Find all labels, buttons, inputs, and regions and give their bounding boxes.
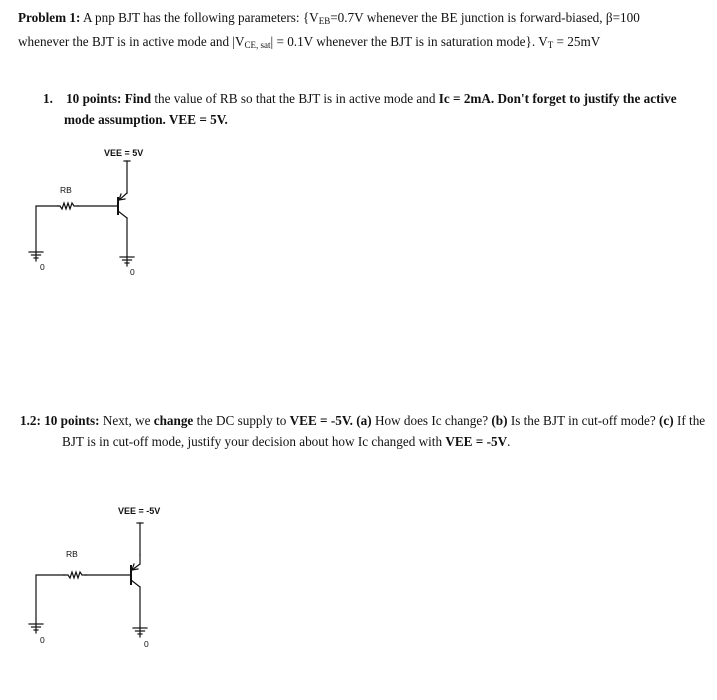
circuit-1-vee-label: VEE = 5V xyxy=(104,148,144,158)
question-2-bold-4: (c) xyxy=(659,413,674,428)
circuit-1 xyxy=(29,161,134,266)
vce-subscript: CE, sat xyxy=(244,39,271,50)
question-2-bold-5: VEE = -5V xyxy=(445,433,508,449)
circuit-2-ground-left-label: 0 xyxy=(40,635,45,645)
veb-subscript: EB xyxy=(318,16,331,26)
question-1-points: 10 points: Find xyxy=(66,91,152,106)
question-2-bold-1: change xyxy=(153,413,194,428)
left-wire xyxy=(36,575,64,624)
rb-resistor-icon xyxy=(64,572,86,578)
question-2-text-3: How does Ic change? xyxy=(371,413,492,428)
question-2-text-1: Next, we xyxy=(99,413,154,428)
ground-left-2-icon xyxy=(29,624,43,633)
question-1-number: 1. xyxy=(43,91,53,106)
question-1-text-b: Ic = 2mA. Don't forget to justify the active mode assumption. VEE = 5V. xyxy=(64,91,677,127)
question-2-number: 1.2: xyxy=(20,413,41,428)
question-2-text-5: If the BJT is in cut-off mode, justify your decision about how Ic changed with xyxy=(62,413,706,449)
circuit-1-rb-label: RB xyxy=(60,185,72,195)
collector-lead xyxy=(131,580,140,587)
question-2-bold-3: (b) xyxy=(491,413,508,428)
problem-label: Problem 1: xyxy=(18,10,81,25)
ground-right-1-icon xyxy=(120,257,134,266)
emitter-arrow-icon xyxy=(132,564,138,570)
question-2-text-6: . xyxy=(507,433,511,449)
question-2-bold-2: VEE = -5V. (a) xyxy=(289,413,372,428)
question-2-points: 10 points: xyxy=(44,413,100,428)
vce-value: | = 0.1V whenever the BJT is in saturation mode}. V xyxy=(270,33,548,49)
circuit-2-vee-label: VEE = -5V xyxy=(118,506,161,516)
circuit-1-ground-left-label: 0 xyxy=(40,262,45,272)
rb-resistor-icon xyxy=(58,203,78,209)
left-wire xyxy=(36,206,58,252)
ground-right-2-icon xyxy=(133,628,147,637)
ground-left-1-icon xyxy=(29,252,43,261)
circuit-1-ground-right-label: 0 xyxy=(130,267,135,277)
question-2-text-2: the DC supply to xyxy=(193,413,290,428)
question-2-text-4: Is the BJT in cut-off mode? xyxy=(507,413,660,428)
circuit-2-ground-right-label: 0 xyxy=(144,639,149,649)
vt-value: = 25mV xyxy=(553,33,601,49)
circuit-2 xyxy=(29,523,147,637)
question-1-text-a: the value of RB so that the BJT is in active mode and xyxy=(151,91,439,106)
problem-intro: A pnp BJT has the following parameters: {V xyxy=(80,10,319,25)
veb-value: =0.7V whenever the BE junction is forward-biased, β=100 whenever the BJT is in active mode and |V xyxy=(18,10,640,49)
collector-lead xyxy=(118,211,127,218)
circuit-2-rb-label: RB xyxy=(66,549,78,559)
vt-subscript: T xyxy=(547,39,554,50)
